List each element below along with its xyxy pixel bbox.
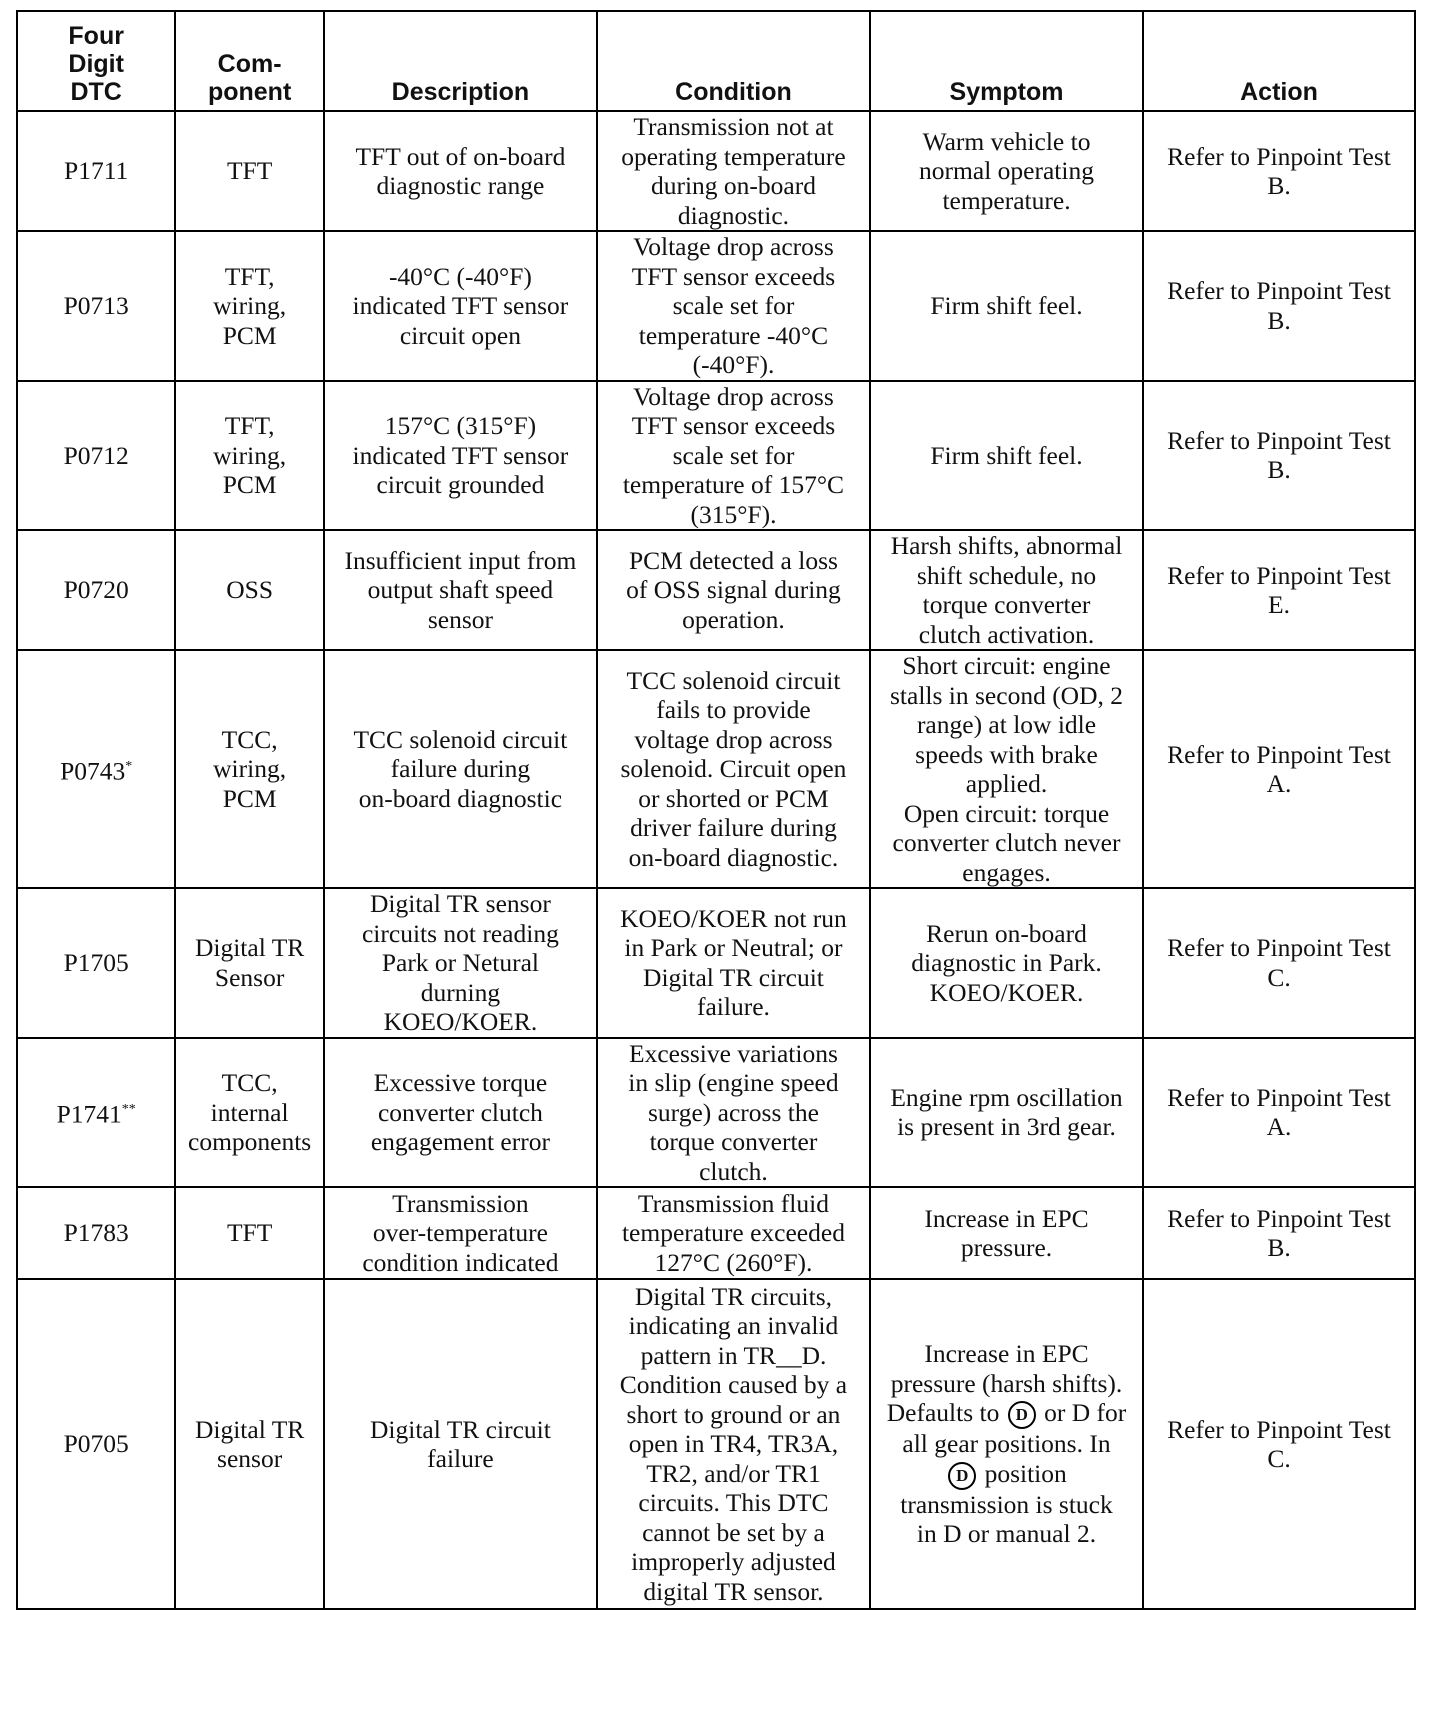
cell-condition: KOEO/KOER not run in Park or Neutral; or Digital TR circuit failure.	[597, 888, 870, 1038]
cell-dtc: P0720	[17, 530, 175, 650]
cell-condition: Voltage drop across TFT sensor exceeds scale set for temperature -40°C (-40°F).	[597, 231, 870, 381]
cell-dtc: P0713	[17, 231, 175, 381]
cell-action: Refer to Pinpoint Test B.	[1143, 111, 1415, 231]
cell-component: TFT, wiring, PCM	[175, 231, 324, 381]
cell-description: Excessive torque converter clutch engagement error	[324, 1038, 597, 1188]
cell-action: Refer to Pinpoint Test A.	[1143, 1038, 1415, 1188]
circled-d-symbol: D	[948, 1462, 976, 1490]
cell-description: TCC solenoid circuit failure during on-board diagnostic	[324, 650, 597, 888]
cell-component: Digital TR Sensor	[175, 888, 324, 1038]
cell-action: Refer to Pinpoint Test B.	[1143, 1187, 1415, 1279]
cell-dtc: P0705	[17, 1279, 175, 1609]
header-description: Description	[324, 11, 597, 111]
cell-dtc: P1741**	[17, 1038, 175, 1188]
cell-symptom: Firm shift feel.	[870, 231, 1143, 381]
cell-action: Refer to Pinpoint Test C.	[1143, 888, 1415, 1038]
cell-symptom: Engine rpm oscillation is present in 3rd gear.	[870, 1038, 1143, 1188]
cell-symptom: Increase in EPC pressure.	[870, 1187, 1143, 1279]
dtc-table	[16, 10, 1416, 1610]
table-row	[17, 381, 1415, 531]
cell-description: Digital TR circuit failure	[324, 1279, 597, 1609]
table-row	[17, 650, 1415, 888]
cell-symptom: Warm vehicle to normal operating temperature.	[870, 111, 1143, 231]
cell-description: Transmission over-temperature condition indicated	[324, 1187, 597, 1279]
cell-component: Digital TR sensor	[175, 1279, 324, 1609]
cell-dtc: P0743*	[17, 650, 175, 888]
cell-description: 157°C (315°F) indicated TFT sensor circuit grounded	[324, 381, 597, 531]
cell-symptom: Rerun on-board diagnostic in Park. KOEO/KOER.	[870, 888, 1143, 1038]
cell-description: Insufficient input from output shaft speed sensor	[324, 530, 597, 650]
cell-symptom: Firm shift feel.	[870, 381, 1143, 531]
cell-condition: Transmission fluid temperature exceeded 127°C (260°F).	[597, 1187, 870, 1279]
cell-component: TFT	[175, 111, 324, 231]
circled-d-symbol: D	[1008, 1401, 1036, 1429]
footnote-mark: **	[121, 1102, 136, 1118]
cell-condition: Digital TR circuits, indicating an invalid pattern in TR__D. Condition caused by a short to ground or an open in TR4, TR3A, TR2, and/or TR1 circuits. This DTC cannot be set by a improperly adjusted digital TR sensor.	[597, 1279, 870, 1609]
table-row	[17, 1187, 1415, 1279]
table-row	[17, 111, 1415, 231]
cell-action: Refer to Pinpoint Test B.	[1143, 381, 1415, 531]
cell-component: OSS	[175, 530, 324, 650]
header-action: Action	[1143, 11, 1415, 111]
cell-condition: TCC solenoid circuit fails to provide voltage drop across solenoid. Circuit open or shorted or PCM driver failure during on-board diagnostic.	[597, 650, 870, 888]
cell-symptom: Increase in EPC pressure (harsh shifts). Defaults to D or D for all gear positions. In D position transmission is stuck in D or manual 2.	[870, 1279, 1143, 1609]
cell-symptom: Short circuit: engine stalls in second (OD, 2 range) at low idle speeds with brake applied. Open circuit: torque converter clutch never engages.	[870, 650, 1143, 888]
table-row	[17, 530, 1415, 650]
header-component: Com- ponent	[175, 11, 324, 111]
cell-condition: Voltage drop across TFT sensor exceeds scale set for temperature of 157°C (315°F).	[597, 381, 870, 531]
table-row	[17, 888, 1415, 1038]
footnote-mark: *	[125, 759, 133, 774]
header-condition: Condition	[597, 11, 870, 111]
cell-dtc: P1711	[17, 111, 175, 231]
cell-description: -40°C (-40°F) indicated TFT sensor circuit open	[324, 231, 597, 381]
cell-symptom: Harsh shifts, abnormal shift schedule, no torque converter clutch activation.	[870, 530, 1143, 650]
cell-component: TFT	[175, 1187, 324, 1279]
table-row	[17, 1279, 1415, 1609]
cell-dtc: P0712	[17, 381, 175, 531]
table-row	[17, 1038, 1415, 1188]
cell-action: Refer to Pinpoint Test A.	[1143, 650, 1415, 888]
cell-action: Refer to Pinpoint Test B.	[1143, 231, 1415, 381]
cell-condition: Excessive variations in slip (engine speed surge) across the torque converter clutch.	[597, 1038, 870, 1188]
cell-component: TCC, wiring, PCM	[175, 650, 324, 888]
cell-description: Digital TR sensor circuits not reading Park or Netural durning KOEO/KOER.	[324, 888, 597, 1038]
cell-action: Refer to Pinpoint Test E.	[1143, 530, 1415, 650]
dtc-table-page	[16, 10, 1416, 1710]
table-row	[17, 231, 1415, 381]
header-dtc: Four Digit DTC	[17, 11, 175, 111]
cell-action: Refer to Pinpoint Test C.	[1143, 1279, 1415, 1609]
header-symptom: Symptom	[870, 11, 1143, 111]
table-header-row	[17, 11, 1415, 111]
cell-dtc: P1705	[17, 888, 175, 1038]
cell-condition: PCM detected a loss of OSS signal during operation.	[597, 530, 870, 650]
cell-dtc: P1783	[17, 1187, 175, 1279]
cell-component: TCC, internal components	[175, 1038, 324, 1188]
cell-description: TFT out of on-board diagnostic range	[324, 111, 597, 231]
cell-component: TFT, wiring, PCM	[175, 381, 324, 531]
cell-condition: Transmission not at operating temperature during on-board diagnostic.	[597, 111, 870, 231]
